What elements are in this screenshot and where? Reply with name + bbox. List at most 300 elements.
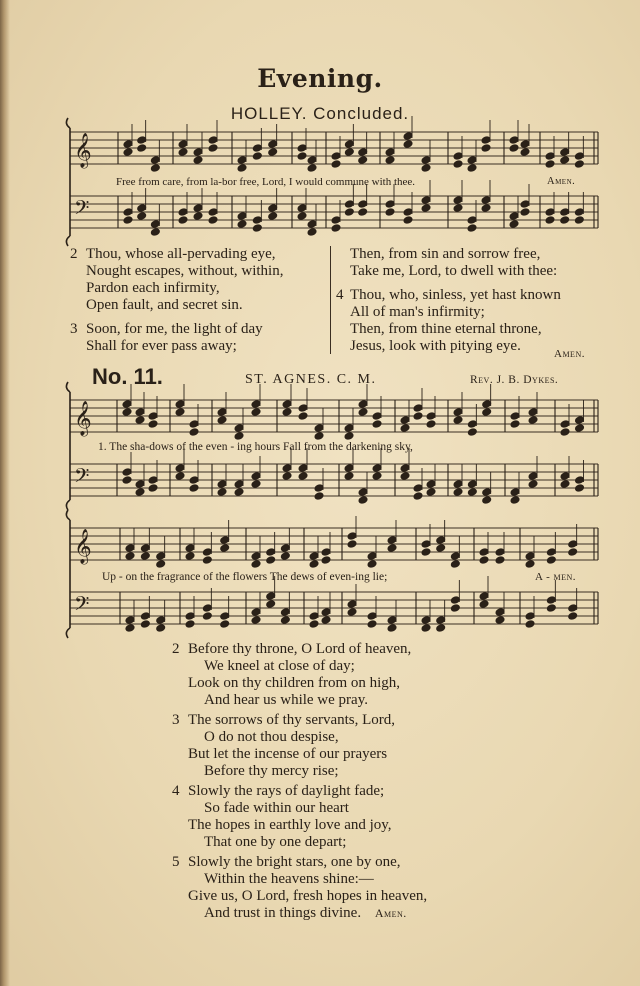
note-head (546, 604, 556, 613)
note-head (122, 468, 132, 477)
note-head (193, 156, 203, 165)
note-head (189, 484, 199, 493)
bass-clef-icon: 𝄢 (74, 464, 90, 492)
composer: Rev. J. B. Dykes. (470, 374, 559, 386)
note-head (178, 140, 188, 149)
bass-clef-icon: 𝄢 (74, 196, 90, 224)
note-head (220, 612, 230, 621)
note-head (123, 216, 133, 225)
column-divider (330, 246, 331, 354)
note-head (220, 544, 230, 553)
note-head (436, 624, 446, 633)
note-head (217, 416, 227, 425)
note-head (545, 216, 555, 225)
note-head (467, 488, 477, 497)
stanza-line: Give us, O Lord, fresh hopes in heaven, (188, 888, 428, 904)
note-head (331, 216, 341, 225)
section-title: Evening. (257, 64, 383, 93)
stanza-line: Before thy throne, O Lord of heaven, (188, 641, 412, 657)
note-head (298, 412, 308, 421)
note-head (137, 204, 147, 213)
note-head (400, 472, 410, 481)
stanza-line: Within the heavens shine:— (204, 871, 374, 887)
note-head (237, 156, 247, 165)
note-head (251, 408, 261, 417)
note-head (148, 484, 158, 493)
note-head (331, 160, 341, 169)
note-head (479, 556, 489, 565)
note-head (481, 136, 491, 145)
note-head (453, 416, 463, 425)
note-head (307, 220, 317, 229)
stanza-number: 4 (172, 783, 180, 799)
note-head (280, 616, 290, 625)
note-head (344, 472, 354, 481)
note-head (251, 480, 261, 489)
note-head (479, 548, 489, 557)
note-head (220, 620, 230, 629)
note-head (426, 420, 436, 429)
stanzas (172, 641, 427, 922)
verses-amen: Amen. (554, 348, 585, 360)
note-head (509, 136, 519, 145)
verse-line: All of man's infirmity; (350, 304, 485, 320)
stanza-line: But let the incense of our prayers (188, 746, 388, 762)
note-head (148, 420, 158, 429)
note-head (385, 208, 395, 217)
note-head (421, 196, 431, 205)
note-head (193, 212, 203, 221)
note-head (387, 544, 397, 553)
note-head (367, 552, 377, 561)
note-head (156, 560, 166, 569)
note-head (297, 212, 307, 221)
note-head (202, 556, 212, 565)
note-head (510, 420, 520, 429)
note-head (358, 200, 368, 209)
note-head (560, 472, 570, 481)
note-head (546, 548, 556, 557)
note-head (282, 400, 292, 409)
note-head (385, 156, 395, 165)
note-head (321, 548, 331, 557)
verse-2 (70, 246, 283, 314)
note-head (202, 612, 212, 621)
stanza-line: So fade within our heart (204, 800, 349, 816)
note-head (525, 552, 535, 561)
note-head (467, 224, 477, 233)
verse-line: Take me, Lord, to dwell with thee: (350, 263, 558, 279)
note-head (307, 156, 317, 165)
stanza-line: We kneel at close of day; (204, 658, 355, 674)
note-head (453, 196, 463, 205)
note-head (528, 480, 538, 489)
note-head (436, 536, 446, 545)
note-head (321, 556, 331, 565)
verse-number: 2 (70, 246, 78, 262)
note-head (202, 604, 212, 613)
note-head (453, 152, 463, 161)
note-head (403, 208, 413, 217)
verse-3 (70, 321, 283, 355)
note-head (202, 548, 212, 557)
note-head (297, 204, 307, 213)
note-head (208, 208, 218, 217)
note-head (450, 596, 460, 605)
note-head (495, 608, 505, 617)
note-head (298, 404, 308, 413)
verse-line: Soon, for me, the light of day (86, 321, 263, 337)
note-head (309, 620, 319, 629)
verses-left-column (70, 246, 283, 355)
system-braces (66, 118, 70, 638)
note-head (453, 204, 463, 213)
note-head (560, 208, 570, 217)
note-head (344, 148, 354, 157)
note-head (282, 472, 292, 481)
stanza-line: And hear us while we pray. (204, 692, 368, 708)
note-head (156, 624, 166, 633)
verse-4 (336, 287, 561, 355)
note-head (268, 140, 278, 149)
note-head (426, 480, 436, 489)
stanza-line: Slowly the bright stars, one by one, (188, 854, 401, 870)
note-head (367, 612, 377, 621)
note-head (421, 616, 431, 625)
note-head (321, 616, 331, 625)
note-head (175, 464, 185, 473)
note-head (560, 156, 570, 165)
bass-clef-icon: 𝄢 (74, 592, 90, 620)
note-head (560, 428, 570, 437)
note-head (314, 424, 324, 433)
note-head (421, 164, 431, 173)
treble-clef-icon: 𝄞 (74, 133, 92, 168)
verse-line: Thou, whose all-pervading eye, (86, 246, 276, 262)
note-head (385, 148, 395, 157)
note-head (358, 208, 368, 217)
treble-clef-icon: 𝄞 (74, 401, 92, 436)
st-agnes-amen: A - men. (535, 571, 577, 583)
note-head (347, 608, 357, 617)
note-head (367, 560, 377, 569)
note-head (387, 616, 397, 625)
stanza-number: 5 (172, 854, 180, 870)
note-head (372, 420, 382, 429)
note-head (268, 148, 278, 157)
clefs-and-signatures (74, 133, 92, 620)
note-head (467, 420, 477, 429)
note-head (123, 148, 133, 157)
note-head (481, 144, 491, 153)
note-head (400, 464, 410, 473)
note-head (358, 156, 368, 165)
note-head (426, 412, 436, 421)
note-head (251, 472, 261, 481)
note-head (314, 492, 324, 501)
note-head (185, 552, 195, 561)
note-head (217, 480, 227, 489)
note-head (479, 600, 489, 609)
note-head (525, 560, 535, 569)
note-head (140, 620, 150, 629)
note-head (436, 544, 446, 553)
note-head (568, 540, 578, 549)
note-head (156, 616, 166, 625)
note-head (372, 472, 382, 481)
note-head (193, 204, 203, 213)
note-head (189, 420, 199, 429)
note-head (135, 488, 145, 497)
note-head (237, 220, 247, 229)
stanza-line: The sorrows of thy servants, Lord, (188, 712, 396, 728)
treble-clef-icon: 𝄞 (74, 529, 92, 564)
verse-line: Shall for ever pass away; (86, 338, 237, 354)
note-head (467, 164, 477, 173)
note-head (135, 416, 145, 425)
note-head (282, 464, 292, 473)
note-head (148, 412, 158, 421)
note-head (122, 408, 132, 417)
note-head (125, 624, 135, 633)
note-head (344, 208, 354, 217)
note-head (123, 208, 133, 217)
note-head (385, 200, 395, 209)
note-head (372, 464, 382, 473)
note-head (309, 612, 319, 621)
note-head (185, 612, 195, 621)
note-head (237, 212, 247, 221)
note-head (280, 552, 290, 561)
note-head (307, 228, 317, 237)
note-head (234, 432, 244, 441)
note-head (234, 488, 244, 497)
note-head (575, 476, 585, 485)
note-head (282, 408, 292, 417)
note-head (413, 492, 423, 501)
note-head (307, 164, 317, 173)
note-head (123, 140, 133, 149)
note-head (150, 228, 160, 237)
note-head (400, 416, 410, 425)
verses-right-column (336, 246, 561, 355)
note-head (495, 556, 505, 565)
note-head (450, 560, 460, 569)
note-head (481, 196, 491, 205)
note-head (314, 484, 324, 493)
note-head (509, 220, 519, 229)
note-head (575, 424, 585, 433)
note-head (520, 140, 530, 149)
note-head (252, 224, 262, 233)
note-head (280, 608, 290, 617)
note-head (252, 144, 262, 153)
note-head (528, 416, 538, 425)
note-head (453, 480, 463, 489)
note-head (467, 480, 477, 489)
note-head (252, 152, 262, 161)
verse-line: Jesus, look with pitying eye. (350, 338, 521, 354)
note-head (510, 488, 520, 497)
note-head (358, 408, 368, 417)
verse-line: Then, from sin and sorrow free, (350, 246, 541, 262)
note-head (268, 212, 278, 221)
note-head (217, 488, 227, 497)
note-head (140, 552, 150, 561)
note-head (135, 480, 145, 489)
note-head (421, 156, 431, 165)
note-head (574, 208, 584, 217)
note-head (372, 412, 382, 421)
note-head (251, 560, 261, 569)
note-head (331, 224, 341, 233)
note-head (453, 160, 463, 169)
note-head (266, 548, 276, 557)
note-head (298, 464, 308, 473)
note-head (178, 148, 188, 157)
note-head (575, 484, 585, 493)
stanza-number: 3 (172, 712, 180, 728)
note-head (509, 144, 519, 153)
note-head (122, 476, 132, 485)
note-head (331, 152, 341, 161)
note-head (309, 552, 319, 561)
verse-line: Thou, who, sinless, yet hast known (350, 287, 561, 303)
note-head (510, 412, 520, 421)
stanza-3 (172, 712, 427, 780)
note-head (251, 616, 261, 625)
note-head (495, 548, 505, 557)
note-head (189, 428, 199, 437)
note-head (509, 212, 519, 221)
note-head (403, 132, 413, 141)
note-head (297, 144, 307, 153)
note-head (546, 556, 556, 565)
stanza-line: And trust in things divine. (204, 905, 362, 921)
note-head (266, 592, 276, 601)
note-head (137, 212, 147, 221)
note-head (252, 216, 262, 225)
note-head (234, 424, 244, 433)
note-head (175, 408, 185, 417)
note-head (546, 596, 556, 605)
verse-number: 4 (336, 287, 344, 303)
note-head (568, 604, 578, 613)
stanza-line: The hopes in earthly love and joy, (188, 817, 392, 833)
stanza-5 (172, 854, 427, 922)
note-head (193, 148, 203, 157)
verse-line: Open fault, and secret sin. (86, 297, 243, 313)
note-head (545, 208, 555, 217)
note-head (574, 216, 584, 225)
verse-2-continued (350, 246, 561, 280)
stanza-4 (172, 783, 427, 851)
note-head (137, 136, 147, 145)
note-head (268, 204, 278, 213)
verse-line: Nought escapes, without, within, (86, 263, 284, 279)
note-head (178, 208, 188, 217)
note-head (297, 152, 307, 161)
note-head (403, 140, 413, 149)
stanza-line: Slowly the rays of daylight fade; (188, 783, 385, 799)
note-head (482, 408, 492, 417)
final-amen: Amen. (374, 906, 407, 920)
note-head (237, 164, 247, 173)
stanza-2 (172, 641, 427, 709)
note-head (482, 496, 492, 505)
note-head (344, 464, 354, 473)
note-head (358, 488, 368, 497)
note-head (150, 156, 160, 165)
verse-line: Pardon each infirmity, (86, 280, 220, 296)
note-head (298, 472, 308, 481)
note-head (479, 592, 489, 601)
note-head (234, 480, 244, 489)
note-head (436, 616, 446, 625)
note-head (575, 416, 585, 425)
note-head (125, 544, 135, 553)
note-head (545, 160, 555, 169)
note-head (208, 216, 218, 225)
note-head (178, 216, 188, 225)
note-head (403, 216, 413, 225)
st-agnes-lyric-1: 1. The sha-dows of the even - ing hours Fall from the darkening sky, (98, 441, 413, 453)
note-head (560, 216, 570, 225)
note-head (400, 424, 410, 433)
holley-amen: Amen. (547, 176, 576, 187)
note-head (528, 472, 538, 481)
note-head (150, 164, 160, 173)
note-head (125, 616, 135, 625)
note-head (220, 536, 230, 545)
stanza-line: O do not thou despise, (204, 729, 339, 745)
note-head (525, 612, 535, 621)
note-head (140, 544, 150, 553)
note-head (426, 488, 436, 497)
note-head (150, 220, 160, 229)
note-head (185, 544, 195, 553)
note-head (520, 200, 530, 209)
note-head (453, 488, 463, 497)
note-head (413, 412, 423, 421)
note-head (560, 148, 570, 157)
note-head (208, 144, 218, 153)
stanza-number: 2 (172, 641, 180, 657)
note-head (266, 600, 276, 609)
note-head (387, 536, 397, 545)
note-head (495, 616, 505, 625)
note-head (413, 484, 423, 493)
note-head (185, 620, 195, 629)
note-head (467, 428, 477, 437)
note-head (344, 424, 354, 433)
tune-heading-holley: HOLLEY. Concluded. (230, 104, 410, 123)
stanza-line: Look on thy children from on high, (188, 675, 401, 691)
note-head (574, 160, 584, 169)
note-head (148, 476, 158, 485)
note-head (280, 544, 290, 553)
note-head (525, 620, 535, 629)
note-head (156, 552, 166, 561)
note-head (122, 400, 132, 409)
note-head (421, 624, 431, 633)
st-agnes-lyric-2: Up - on the fragrance of the flowers The dews of even-ing lie; (102, 571, 388, 583)
note-head (321, 608, 331, 617)
note-head (482, 488, 492, 497)
note-head (358, 400, 368, 409)
note-head (560, 420, 570, 429)
note-head (309, 560, 319, 569)
